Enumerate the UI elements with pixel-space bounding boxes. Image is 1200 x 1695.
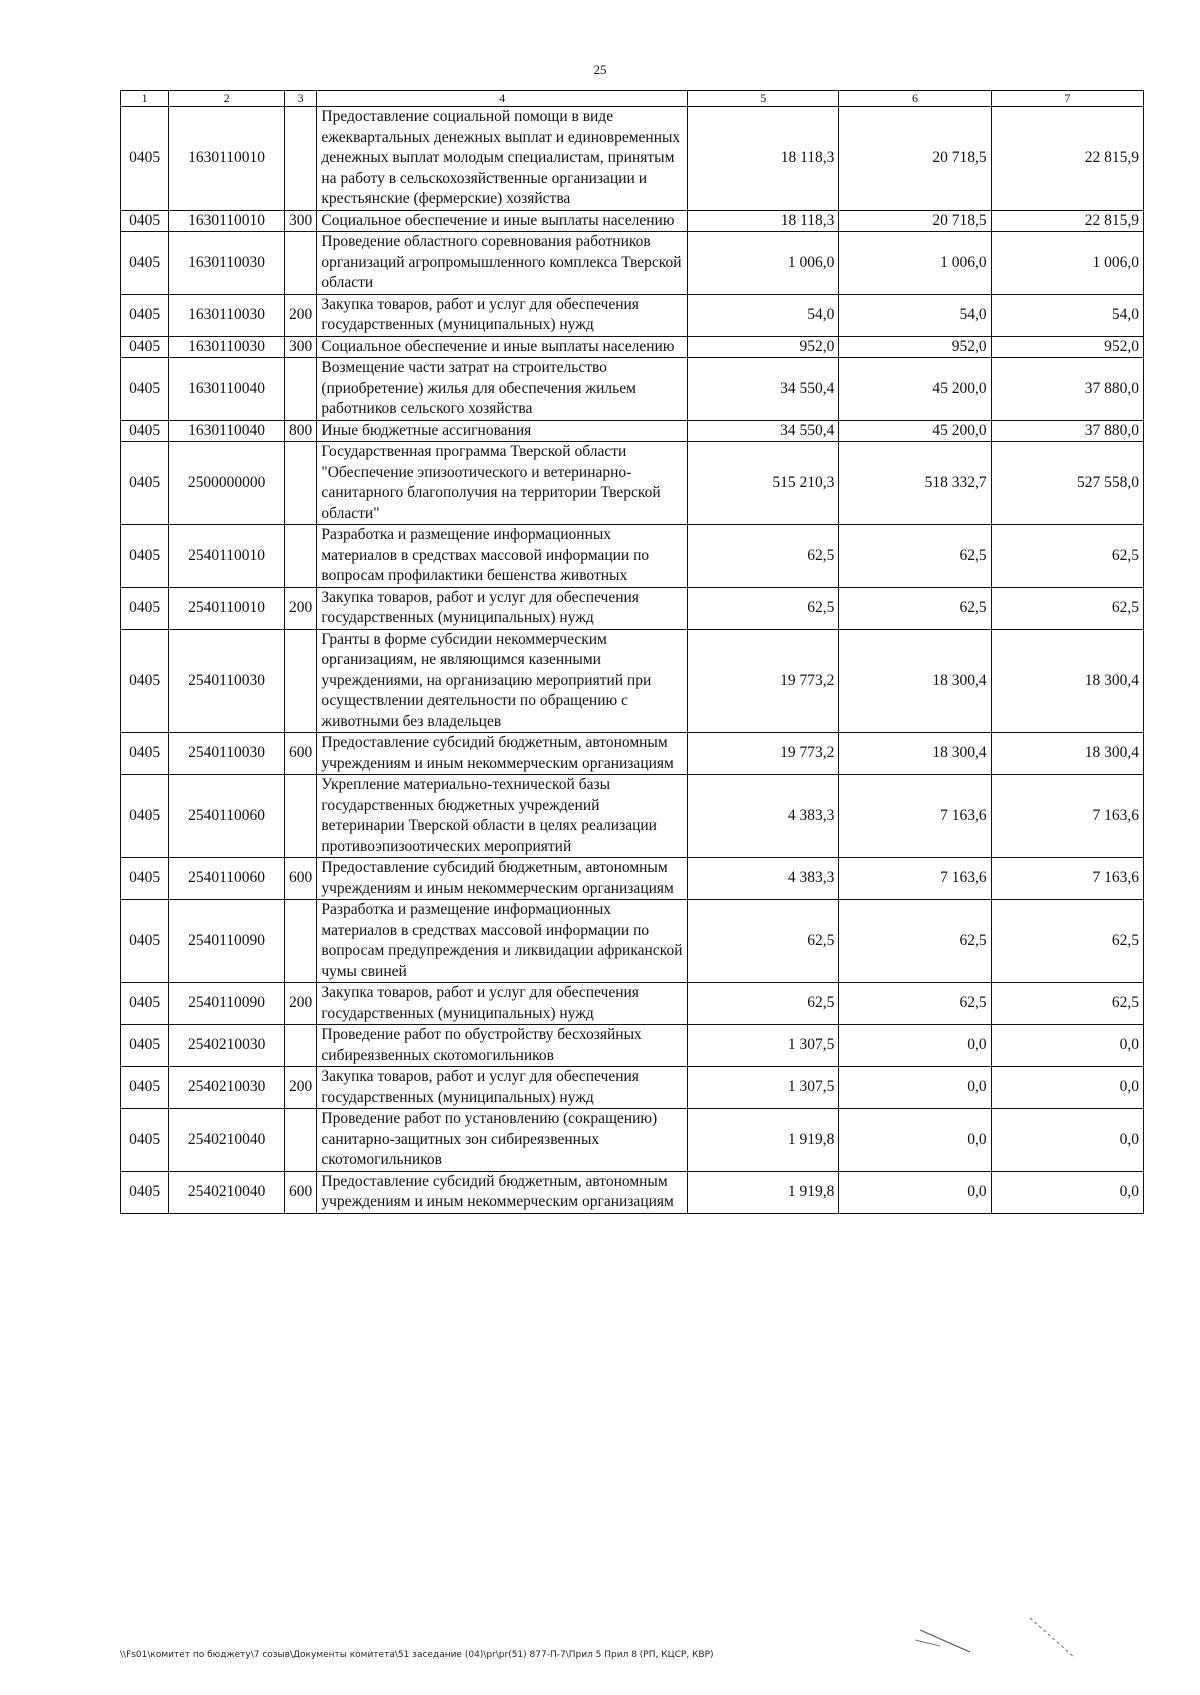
description-cell: Укрепление материально-технической базы государственных бюджетных учреждений ветеринарии Тверской области в целях реализации противоэпизоотических мероприятий bbox=[317, 775, 688, 858]
amount-cell-6: 54,0 bbox=[839, 294, 991, 336]
amount-cell-6: 45 200,0 bbox=[839, 358, 991, 421]
col-header-1: 1 bbox=[121, 91, 169, 107]
expense-type-cell bbox=[284, 232, 317, 295]
section-cell: 0405 bbox=[121, 107, 169, 211]
article-cell: 2540110060 bbox=[169, 858, 285, 900]
table-row bbox=[121, 629, 1144, 733]
amount-cell-6: 7 163,6 bbox=[839, 775, 991, 858]
amount-cell-5: 1 307,5 bbox=[688, 1067, 839, 1109]
table-row bbox=[121, 1067, 1144, 1109]
amount-cell-5: 34 550,4 bbox=[688, 358, 839, 421]
amount-cell-6: 62,5 bbox=[839, 983, 991, 1025]
article-cell: 2540110030 bbox=[169, 733, 285, 775]
section-cell: 0405 bbox=[121, 358, 169, 421]
amount-cell-7: 0,0 bbox=[991, 1025, 1143, 1067]
section-cell: 0405 bbox=[121, 525, 169, 588]
article-cell: 1630110010 bbox=[169, 210, 285, 232]
amount-cell-5: 18 118,3 bbox=[688, 107, 839, 211]
amount-cell-6: 0,0 bbox=[839, 1171, 991, 1213]
description-cell: Закупка товаров, работ и услуг для обеспечения государственных (муниципальных) нужд bbox=[317, 294, 688, 336]
expense-type-cell bbox=[284, 775, 317, 858]
description-cell: Закупка товаров, работ и услуг для обеспечения государственных (муниципальных) нужд bbox=[317, 983, 688, 1025]
article-cell: 2540110090 bbox=[169, 900, 285, 983]
table-row bbox=[121, 587, 1144, 629]
table-row bbox=[121, 1171, 1144, 1213]
amount-cell-5: 1 919,8 bbox=[688, 1171, 839, 1213]
amount-cell-7: 54,0 bbox=[991, 294, 1143, 336]
amount-cell-6: 62,5 bbox=[839, 525, 991, 588]
amount-cell-5: 1 006,0 bbox=[688, 232, 839, 295]
section-cell: 0405 bbox=[121, 232, 169, 295]
amount-cell-7: 7 163,6 bbox=[991, 775, 1143, 858]
amount-cell-5: 4 383,3 bbox=[688, 775, 839, 858]
amount-cell-6: 0,0 bbox=[839, 1109, 991, 1172]
table-row bbox=[121, 525, 1144, 588]
amount-cell-7: 37 880,0 bbox=[991, 420, 1143, 442]
description-cell: Проведение работ по обустройству бесхозяйных сибиреязвенных скотомогильников bbox=[317, 1025, 688, 1067]
expense-type-cell bbox=[284, 358, 317, 421]
table-row bbox=[121, 107, 1144, 211]
section-cell: 0405 bbox=[121, 336, 169, 358]
article-cell: 2540110010 bbox=[169, 525, 285, 588]
section-cell: 0405 bbox=[121, 420, 169, 442]
amount-cell-6: 7 163,6 bbox=[839, 858, 991, 900]
amount-cell-7: 62,5 bbox=[991, 525, 1143, 588]
expense-type-cell: 200 bbox=[284, 983, 317, 1025]
expense-type-cell: 800 bbox=[284, 420, 317, 442]
article-cell: 1630110030 bbox=[169, 336, 285, 358]
table-row bbox=[121, 775, 1144, 858]
amount-cell-6: 952,0 bbox=[839, 336, 991, 358]
table-row bbox=[121, 442, 1144, 525]
amount-cell-7: 1 006,0 bbox=[991, 232, 1143, 295]
article-cell: 2540110010 bbox=[169, 587, 285, 629]
table-row bbox=[121, 1025, 1144, 1067]
amount-cell-7: 22 815,9 bbox=[991, 210, 1143, 232]
article-cell: 2540110030 bbox=[169, 629, 285, 733]
article-cell: 1630110030 bbox=[169, 294, 285, 336]
section-cell: 0405 bbox=[121, 900, 169, 983]
amount-cell-6: 0,0 bbox=[839, 1067, 991, 1109]
section-cell: 0405 bbox=[121, 858, 169, 900]
amount-cell-7: 18 300,4 bbox=[991, 733, 1143, 775]
page-number: 25 bbox=[593, 62, 607, 77]
amount-cell-5: 1 307,5 bbox=[688, 1025, 839, 1067]
amount-cell-7: 62,5 bbox=[991, 983, 1143, 1025]
description-cell: Социальное обеспечение и иные выплаты населению bbox=[317, 336, 688, 358]
section-cell: 0405 bbox=[121, 1171, 169, 1213]
table-row bbox=[121, 900, 1144, 983]
article-cell: 1630110010 bbox=[169, 107, 285, 211]
section-cell: 0405 bbox=[121, 629, 169, 733]
table-row bbox=[121, 210, 1144, 232]
table-row bbox=[121, 336, 1144, 358]
expense-type-cell bbox=[284, 1025, 317, 1067]
section-cell: 0405 bbox=[121, 983, 169, 1025]
amount-cell-7: 0,0 bbox=[991, 1067, 1143, 1109]
budget-table bbox=[120, 90, 1144, 1214]
description-cell: Предоставление субсидий бюджетным, автономным учреждениям и иным некоммерческим организациям bbox=[317, 1171, 688, 1213]
amount-cell-5: 19 773,2 bbox=[688, 629, 839, 733]
table-row bbox=[121, 1109, 1144, 1172]
description-cell: Закупка товаров, работ и услуг для обеспечения государственных (муниципальных) нужд bbox=[317, 1067, 688, 1109]
amount-cell-6: 0,0 bbox=[839, 1025, 991, 1067]
section-cell: 0405 bbox=[121, 775, 169, 858]
amount-cell-7: 62,5 bbox=[991, 900, 1143, 983]
header-row bbox=[121, 91, 1144, 107]
section-cell: 0405 bbox=[121, 294, 169, 336]
amount-cell-6: 62,5 bbox=[839, 587, 991, 629]
table-row bbox=[121, 733, 1144, 775]
expense-type-cell bbox=[284, 442, 317, 525]
amount-cell-6: 18 300,4 bbox=[839, 733, 991, 775]
description-cell: Проведение работ по установлению (сокращению) санитарно-защитных зон сибиреязвенных скотомогильников bbox=[317, 1109, 688, 1172]
expense-type-cell: 600 bbox=[284, 1171, 317, 1213]
article-cell: 1630110030 bbox=[169, 232, 285, 295]
col-header-5: 5 bbox=[688, 91, 839, 107]
amount-cell-6: 1 006,0 bbox=[839, 232, 991, 295]
section-cell: 0405 bbox=[121, 1067, 169, 1109]
amount-cell-6: 20 718,5 bbox=[839, 107, 991, 211]
section-cell: 0405 bbox=[121, 733, 169, 775]
expense-type-cell bbox=[284, 525, 317, 588]
col-header-3: 3 bbox=[284, 91, 317, 107]
col-header-7: 7 bbox=[991, 91, 1143, 107]
table-row bbox=[121, 232, 1144, 295]
description-cell: Гранты в форме субсидии некоммерческим организациям, не являющимся казенными учреждениями, на организацию мероприятий при осуществлении деятельности по обращению с животными без владельцев bbox=[317, 629, 688, 733]
table-row bbox=[121, 358, 1144, 421]
description-cell: Иные бюджетные ассигнования bbox=[317, 420, 688, 442]
amount-cell-7: 62,5 bbox=[991, 587, 1143, 629]
amount-cell-5: 62,5 bbox=[688, 587, 839, 629]
expense-type-cell bbox=[284, 900, 317, 983]
article-cell: 2540210030 bbox=[169, 1025, 285, 1067]
amount-cell-5: 4 383,3 bbox=[688, 858, 839, 900]
amount-cell-5: 54,0 bbox=[688, 294, 839, 336]
description-cell: Государственная программа Тверской области "Обеспечение эпизоотического и ветеринарно-санитарного благополучия на территории Тверской области" bbox=[317, 442, 688, 525]
amount-cell-5: 952,0 bbox=[688, 336, 839, 358]
amount-cell-5: 62,5 bbox=[688, 525, 839, 588]
table-row bbox=[121, 420, 1144, 442]
description-cell: Закупка товаров, работ и услуг для обеспечения государственных (муниципальных) нужд bbox=[317, 587, 688, 629]
expense-type-cell: 600 bbox=[284, 733, 317, 775]
amount-cell-6: 62,5 bbox=[839, 900, 991, 983]
description-cell: Проведение областного соревнования работников организаций агропромышленного комплекса Тверской области bbox=[317, 232, 688, 295]
article-cell: 2540210030 bbox=[169, 1067, 285, 1109]
table-row bbox=[121, 983, 1144, 1025]
col-header-6: 6 bbox=[839, 91, 991, 107]
table-body bbox=[121, 107, 1144, 1214]
amount-cell-6: 20 718,5 bbox=[839, 210, 991, 232]
description-cell: Социальное обеспечение и иные выплаты населению bbox=[317, 210, 688, 232]
amount-cell-6: 45 200,0 bbox=[839, 420, 991, 442]
amount-cell-6: 518 332,7 bbox=[839, 442, 991, 525]
pen-marks bbox=[900, 1600, 1100, 1680]
table-row bbox=[121, 294, 1144, 336]
amount-cell-5: 62,5 bbox=[688, 983, 839, 1025]
amount-cell-7: 37 880,0 bbox=[991, 358, 1143, 421]
amount-cell-5: 1 919,8 bbox=[688, 1109, 839, 1172]
amount-cell-7: 0,0 bbox=[991, 1171, 1143, 1213]
article-cell: 2540110090 bbox=[169, 983, 285, 1025]
col-header-4: 4 bbox=[317, 91, 688, 107]
amount-cell-7: 527 558,0 bbox=[991, 442, 1143, 525]
expense-type-cell bbox=[284, 1109, 317, 1172]
amount-cell-7: 952,0 bbox=[991, 336, 1143, 358]
section-cell: 0405 bbox=[121, 442, 169, 525]
amount-cell-7: 7 163,6 bbox=[991, 858, 1143, 900]
expense-type-cell: 200 bbox=[284, 587, 317, 629]
expense-type-cell: 600 bbox=[284, 858, 317, 900]
description-cell: Разработка и размещение информационных материалов в средствах массовой информации по вопросам предупреждения и ликвидации африканской чумы свиней bbox=[317, 900, 688, 983]
expense-type-cell: 300 bbox=[284, 336, 317, 358]
amount-cell-7: 22 815,9 bbox=[991, 107, 1143, 211]
expense-type-cell: 300 bbox=[284, 210, 317, 232]
article-cell: 2540210040 bbox=[169, 1109, 285, 1172]
file-path-footer: \\Fs01\комитет по бюджету\7 созыв\Документы комитета\51 заседание (04)\pr\pr(51) 877-П-7\Прил 5 Прил 8 (РП, КЦСР, КВР) bbox=[120, 1650, 714, 1660]
section-cell: 0405 bbox=[121, 1025, 169, 1067]
article-cell: 1630110040 bbox=[169, 358, 285, 421]
section-cell: 0405 bbox=[121, 1109, 169, 1172]
amount-cell-5: 34 550,4 bbox=[688, 420, 839, 442]
section-cell: 0405 bbox=[121, 210, 169, 232]
article-cell: 1630110040 bbox=[169, 420, 285, 442]
amount-cell-5: 515 210,3 bbox=[688, 442, 839, 525]
amount-cell-6: 18 300,4 bbox=[839, 629, 991, 733]
description-cell: Предоставление социальной помощи в виде ежеквартальных денежных выплат и единовременных денежных выплат молодым специалистам, принятым на работу в сельскохозяйственные организации и крестьянские (фермерские) хозяйства bbox=[317, 107, 688, 211]
article-cell: 2540110060 bbox=[169, 775, 285, 858]
amount-cell-5: 18 118,3 bbox=[688, 210, 839, 232]
col-header-2: 2 bbox=[169, 91, 285, 107]
description-cell: Предоставление субсидий бюджетным, автономным учреждениям и иным некоммерческим организациям bbox=[317, 858, 688, 900]
amount-cell-7: 18 300,4 bbox=[991, 629, 1143, 733]
table-row bbox=[121, 858, 1144, 900]
amount-cell-5: 19 773,2 bbox=[688, 733, 839, 775]
article-cell: 2540210040 bbox=[169, 1171, 285, 1213]
description-cell: Возмещение части затрат на строительство (приобретение) жилья для обеспечения жильем работников сельского хозяйства bbox=[317, 358, 688, 421]
expense-type-cell bbox=[284, 629, 317, 733]
amount-cell-7: 0,0 bbox=[991, 1109, 1143, 1172]
expense-type-cell: 200 bbox=[284, 1067, 317, 1109]
amount-cell-5: 62,5 bbox=[688, 900, 839, 983]
expense-type-cell bbox=[284, 107, 317, 211]
description-cell: Разработка и размещение информационных материалов в средствах массовой информации по вопросам профилактики бешенства животных bbox=[317, 525, 688, 588]
description-cell: Предоставление субсидий бюджетным, автономным учреждениям и иным некоммерческим организациям bbox=[317, 733, 688, 775]
article-cell: 2500000000 bbox=[169, 442, 285, 525]
expense-type-cell: 200 bbox=[284, 294, 317, 336]
section-cell: 0405 bbox=[121, 587, 169, 629]
